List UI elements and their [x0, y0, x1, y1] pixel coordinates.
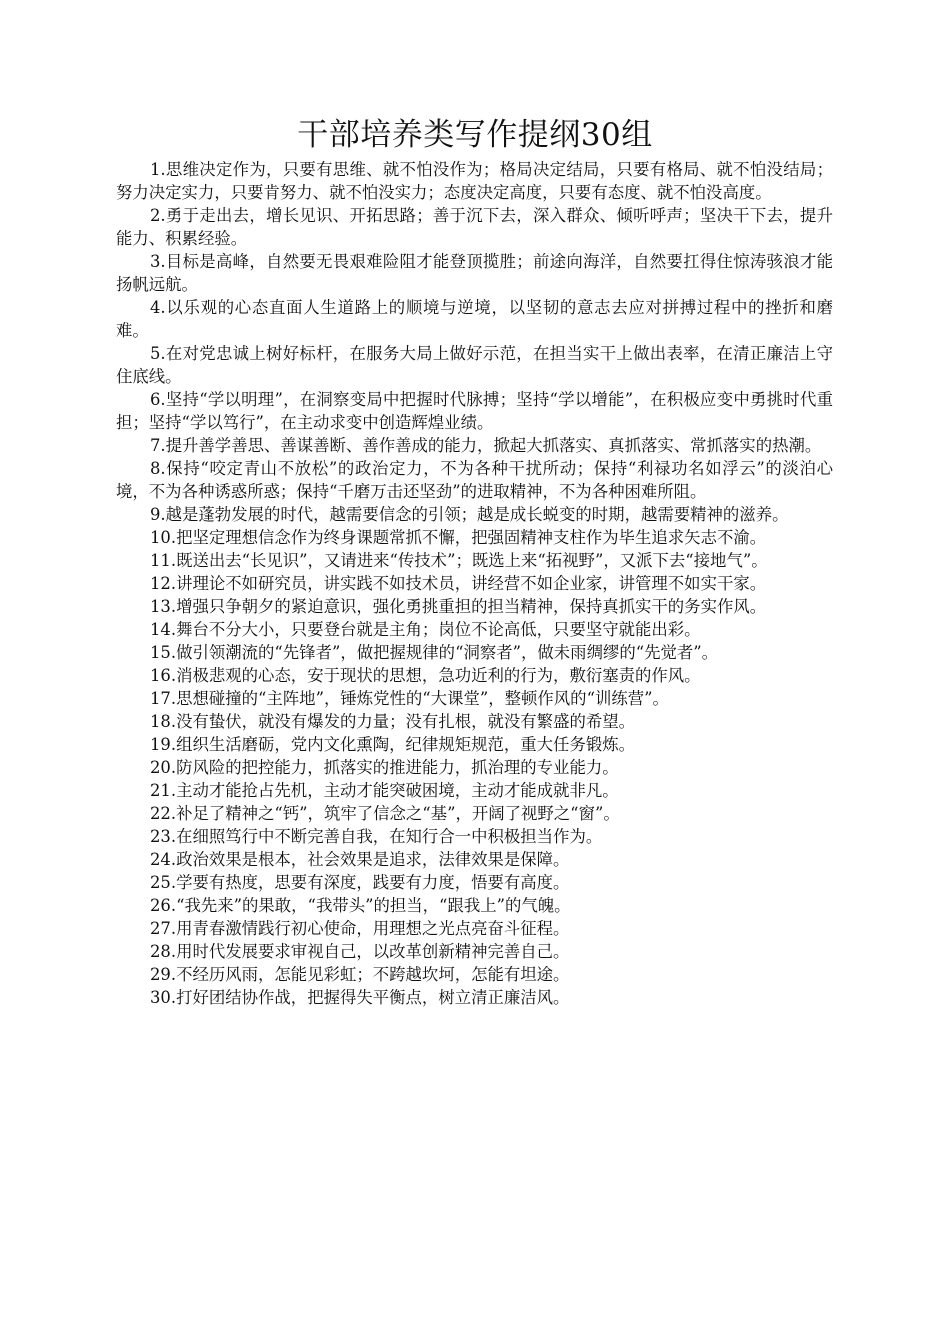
outline-item: 14.舞台不分大小，只要登台就是主角；岗位不论高低，只要坚守就能出彩。: [150, 620, 701, 639]
outline-item: 26.“我先来”的果敢，“我带头”的担当，“跟我上”的气魄。: [150, 896, 571, 915]
outline-item: 18.没有蛰伏，就没有爆发的力量；没有扎根，就没有繁盛的希望。: [150, 712, 636, 731]
outline-item: 29.不经历风雨，怎能见彩虹；不跨越坎坷，怎能有坦途。: [150, 965, 570, 984]
outline-item: 25.学要有热度，思要有深度，践要有力度，悟要有高度。: [150, 873, 570, 892]
outline-item: 4.以乐观的心态直面人生道路上的顺境与逆境，以坚韧的意志去应对拼搏过程中的挫折和磨难。: [116, 298, 833, 340]
outline-item: 5.在对党忠诚上树好标杆，在服务大局上做好示范，在担当实干上做出表率，在清正廉洁上守住底线。: [116, 344, 833, 386]
outline-item: 15.做引领潮流的“先锋者”，做把握规律的“洞察者”，做未雨绸缪的“先觉者”。: [150, 643, 719, 662]
outline-item: 11.既送出去“长见识”，又请进来“传技术”；既选上来“拓视野”，又派下去“接地气”。: [150, 551, 768, 570]
outline-item: 27.用青春激情践行初心使命，用理想之光点亮奋斗征程。: [150, 919, 570, 938]
outline-item: 13.增强只争朝夕的紧迫意识，强化勇挑重担的担当精神，保持真抓实干的务实作风。: [150, 597, 767, 616]
page-title: 干部培养类写作提纲30组: [297, 117, 653, 153]
outline-item: 2.勇于走出去，增长见识、开拓思路；善于沉下去，深入群众、倾听呼声；坚决干下去，提升能力、积累经验。: [116, 206, 833, 248]
outline-item: 28.用时代发展要求审视自己，以改革创新精神完善自己。: [150, 942, 570, 961]
outline-list: [116, 158, 833, 1009]
outline-item: 10.把坚定理想信念作为终身课题常抓不懈，把强固精神支柱作为毕生追求矢志不渝。: [150, 528, 767, 547]
outline-item: 12.讲理论不如研究员，讲实践不如技术员，讲经营不如企业家，讲管理不如实干家。: [150, 574, 767, 593]
outline-item: 19.组织生活磨砺，党内文化熏陶，纪律规矩规范，重大任务锻炼。: [150, 735, 636, 754]
outline-item: 3.目标是高峰，自然要无畏艰难险阻才能登顶揽胜；前途向海洋，自然要扛得住惊涛骇浪才能扬帆远航。: [116, 252, 833, 294]
outline-item: 1.思维决定作为，只要有思维、就不怕没作为；格局决定结局，只要有格局、就不怕没结局；努力决定实力，只要肯努力、就不怕没实力；态度决定高度，只要有态度、就不怕没高度。: [116, 160, 833, 202]
outline-item: 16.消极悲观的心态，安于现状的思想，急功近利的行为，敷衍塞责的作风。: [150, 666, 701, 685]
outline-item: 9.越是蓬勃发展的时代，越需要信念的引领；越是成长蜕变的时期，越需要精神的滋养。: [150, 505, 789, 524]
outline-item: 23.在细照笃行中不断完善自我，在知行合一中积极担当作为。: [150, 827, 603, 846]
outline-item: 8.保持“咬定青山不放松”的政治定力，不为各种干扰所动；保持“利禄功名如浮云”的淡泊心境，不为各种诱惑所惑；保持“千磨万击还坚劲”的进取精神，不为各种困难所阻。: [116, 459, 833, 501]
outline-item: 22.补足了精神之“钙”，筑牢了信念之“基”，开阔了视野之“窗”。: [150, 804, 620, 823]
outline-item: 30.打好团结协作战，把握得失平衡点，树立清正廉洁风。: [150, 988, 570, 1007]
outline-item: 21.主动才能抢占先机，主动才能突破困境，主动才能成就非凡。: [150, 781, 619, 800]
outline-item: 24.政治效果是根本，社会效果是追求，法律效果是保障。: [150, 850, 570, 869]
outline-item: 17.思想碰撞的“主阵地”，锤炼党性的“大课堂”，整顿作风的“训练营”。: [150, 689, 669, 708]
outline-item: 6.坚持“学以明理”，在洞察变局中把握时代脉搏；坚持“学以增能”，在积极应变中勇挑时代重担；坚持“学以笃行”，在主动求变中创造辉煌业绩。: [116, 390, 833, 432]
outline-item: 7.提升善学善思、善谋善断、善作善成的能力，掀起大抓落实、真抓落实、常抓落实的热潮。: [150, 436, 822, 455]
outline-item: 20.防风险的把控能力，抓落实的推进能力，抓治理的专业能力。: [150, 758, 619, 777]
